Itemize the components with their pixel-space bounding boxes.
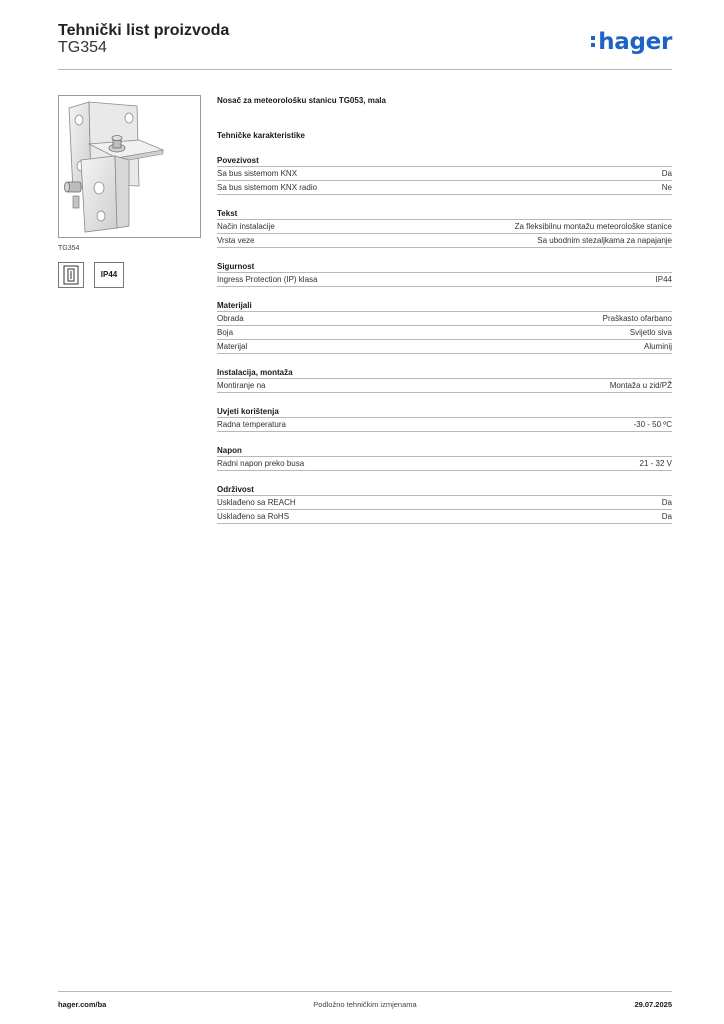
spec-row — [217, 312, 672, 326]
spec-row — [217, 220, 672, 234]
spec-group — [217, 484, 672, 524]
spec-label: Radna temperatura — [217, 420, 286, 429]
spec-value: Aluminij — [643, 342, 672, 351]
spec-group-title: Materijali — [217, 300, 672, 312]
footer-notice: Podložno tehničkim izmjenama — [313, 1000, 417, 1009]
spec-group-title: Napon — [217, 445, 672, 457]
spec-row — [217, 340, 672, 354]
spec-row — [217, 326, 672, 340]
spec-row — [217, 273, 672, 287]
spec-label: Ingress Protection (IP) klasa — [217, 275, 318, 284]
spec-value: 21 - 32 V — [639, 459, 672, 468]
spec-row — [217, 181, 672, 195]
spec-group — [217, 155, 672, 195]
spec-row — [217, 418, 672, 432]
spec-group — [217, 445, 672, 471]
spec-label: Sa bus sistemom KNX radio — [217, 183, 318, 192]
hager-logo[interactable] — [591, 29, 672, 55]
footer-website-link[interactable]: hager.com/ba — [58, 1000, 107, 1009]
page-header — [58, 20, 672, 70]
spec-value: -30 - 50 ºC — [633, 420, 672, 429]
technical-specifications — [217, 95, 672, 524]
spec-group — [217, 406, 672, 432]
spec-value: Za fleksibilnu montažu meteorološke stanice — [514, 222, 672, 231]
spec-group — [217, 300, 672, 354]
spec-group — [217, 261, 672, 287]
product-image — [58, 95, 201, 238]
bracket-product-image-icon — [59, 96, 200, 237]
spec-group-title: Održivost — [217, 484, 672, 496]
spec-label: Materijal — [217, 342, 248, 351]
spec-label: Usklađeno sa RoHS — [217, 512, 290, 521]
document-subtitle: TG354 — [58, 39, 107, 56]
spec-value: Svijetlo siva — [629, 328, 672, 337]
document-title: Tehnički list proizvoda — [58, 22, 230, 39]
spec-value: Da — [661, 498, 672, 507]
spec-value: Da — [661, 169, 672, 178]
product-name: Nosač za meteorološku stanicu TG053, mala — [217, 96, 386, 105]
spec-group-title: Povezivost — [217, 155, 672, 167]
spec-row — [217, 510, 672, 524]
spec-value: Montaža u zid/PŽ — [609, 381, 672, 390]
spec-label: Boja — [217, 328, 234, 337]
spec-label: Radni napon preko busa — [217, 459, 305, 468]
spec-row — [217, 379, 672, 393]
spec-label: Obrada — [217, 314, 244, 323]
spec-value: Ne — [661, 183, 672, 192]
spec-group-title: Sigurnost — [217, 261, 672, 273]
product-image-caption: TG354 — [58, 245, 80, 252]
spec-value: Da — [661, 512, 672, 521]
logo-text: hager — [598, 29, 672, 55]
spec-group — [217, 367, 672, 393]
spec-row — [217, 234, 672, 248]
wall-mount-icon — [58, 262, 84, 288]
spec-value: Praškasto ofarbano — [602, 314, 672, 323]
spec-value: Sa ubodnim stezaljkama za napajanje — [537, 236, 672, 245]
spec-label: Usklađeno sa REACH — [217, 498, 296, 507]
ip-rating-badge: IP44 — [94, 262, 124, 288]
logo-dots-icon — [591, 34, 596, 48]
spec-label: Vrsta veze — [217, 236, 255, 245]
footer-date: 29.07.2025 — [634, 1000, 672, 1009]
section-heading: Tehničke karakteristike — [217, 131, 305, 140]
spec-group-title: Uvjeti korištenja — [217, 406, 672, 418]
spec-row — [217, 457, 672, 471]
spec-label: Način instalacije — [217, 222, 275, 231]
spec-row — [217, 167, 672, 181]
spec-group-title: Tekst — [217, 208, 672, 220]
page-footer — [58, 991, 672, 1011]
spec-label: Montiranje na — [217, 381, 266, 390]
spec-group — [217, 208, 672, 248]
spec-value: IP44 — [655, 275, 672, 284]
spec-row — [217, 496, 672, 510]
spec-label: Sa bus sistemom KNX — [217, 169, 298, 178]
spec-group-title: Instalacija, montaža — [217, 367, 672, 379]
